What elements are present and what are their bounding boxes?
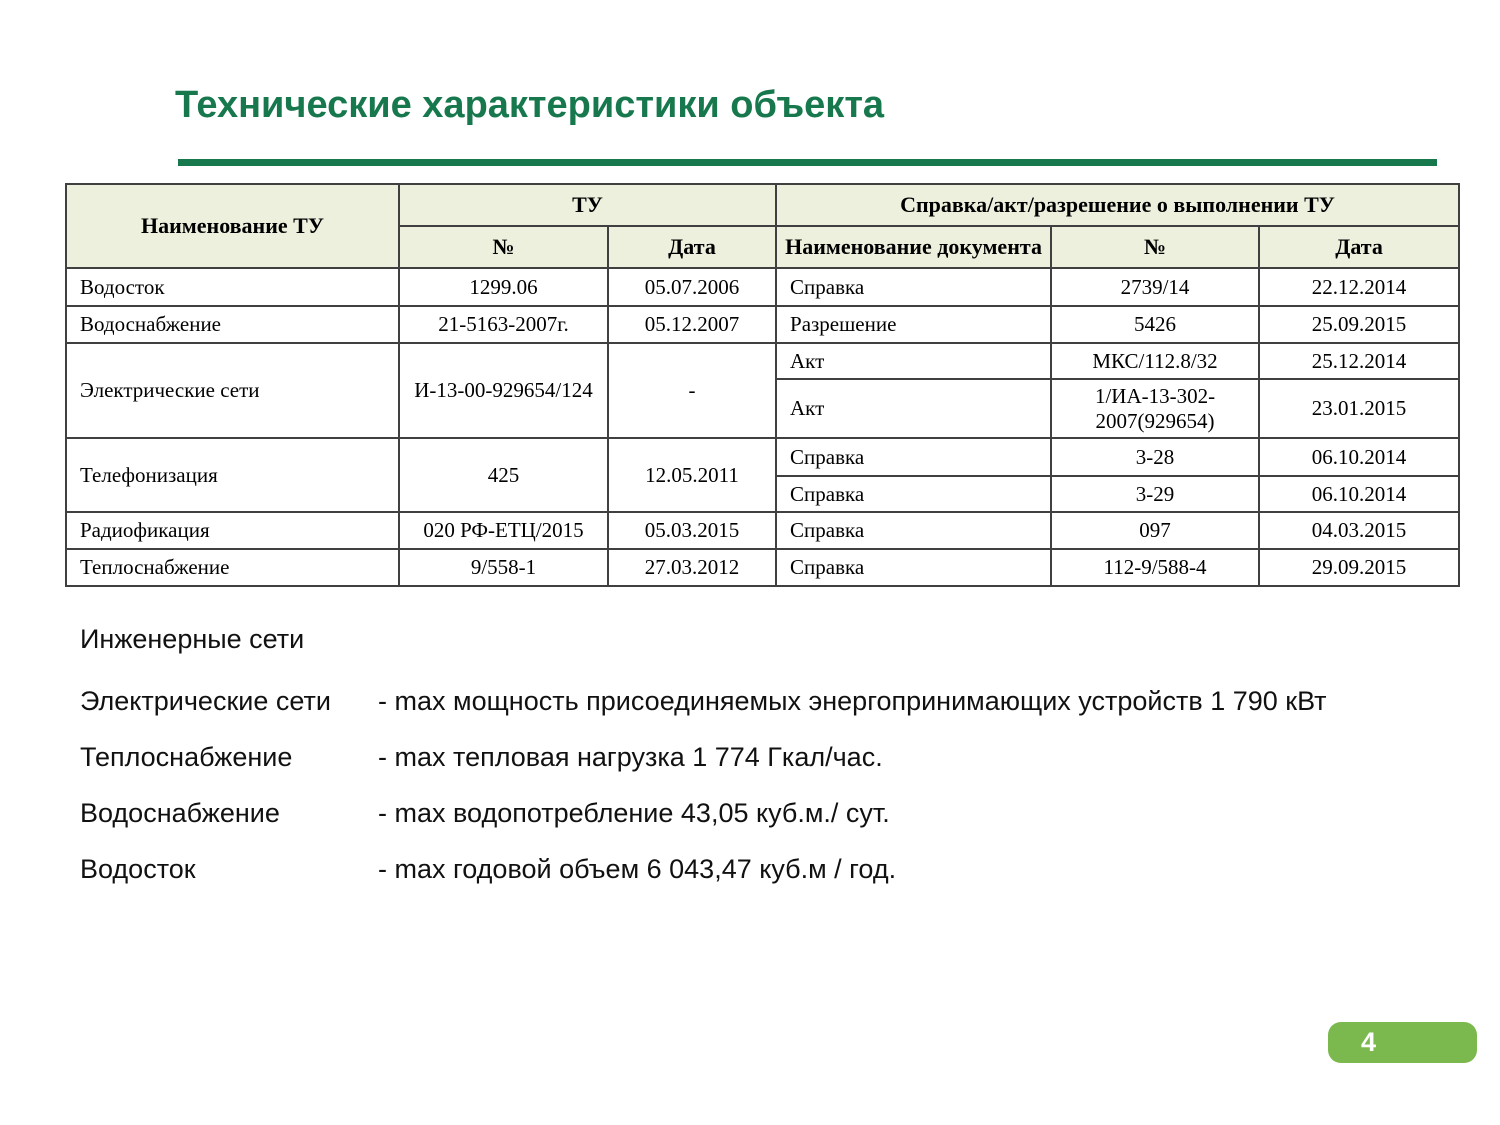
- table-cell: Водосток: [66, 268, 399, 306]
- table-cell: 3-28: [1051, 438, 1259, 476]
- table-header: [66, 184, 1459, 268]
- title-underline: [178, 159, 1437, 166]
- table-cell: Теплоснабжение: [66, 549, 399, 586]
- table-cell: -: [608, 343, 776, 438]
- note-row-heating: [80, 742, 1327, 773]
- table-cell: Электрические сети: [66, 343, 399, 438]
- note-row-electric: [80, 686, 1327, 717]
- table-cell: Справка: [776, 476, 1051, 512]
- table-cell: 425: [399, 438, 608, 512]
- table-cell: 1299.06: [399, 268, 608, 306]
- table-cell: 020 РФ-ЕТЦ/2015: [399, 512, 608, 549]
- table-cell: 06.10.2014: [1259, 476, 1459, 512]
- table-cell: Телефонизация: [66, 438, 399, 512]
- table-cell: 05.03.2015: [608, 512, 776, 549]
- note-label: Водосток: [80, 854, 196, 885]
- table-cell: 1/ИА-13-302-2007(929654): [1051, 379, 1259, 438]
- col-header-name-tu: Наименование ТУ: [66, 184, 399, 268]
- page-number-badge: [1328, 1022, 1477, 1063]
- table-cell: 29.09.2015: [1259, 549, 1459, 586]
- notes-block: [80, 624, 1327, 910]
- table-cell: Акт: [776, 379, 1051, 438]
- table-cell: 04.03.2015: [1259, 512, 1459, 549]
- table-cell: 05.12.2007: [608, 306, 776, 343]
- col-header-group-tu: ТУ: [399, 184, 776, 226]
- table-cell: 12.05.2011: [608, 438, 776, 512]
- table-cell: 2739/14: [1051, 268, 1259, 306]
- note-value: - max годовой объем 6 043,47 куб.м / год.: [378, 854, 897, 885]
- table-row: [66, 343, 1459, 379]
- table-cell: 21-5163-2007г.: [399, 306, 608, 343]
- table-cell: И-13-00-929654/124: [399, 343, 608, 438]
- table-cell: Акт: [776, 343, 1051, 379]
- table-cell: МКС/112.8/32: [1051, 343, 1259, 379]
- table-cell: 25.12.2014: [1259, 343, 1459, 379]
- table-cell: Справка: [776, 438, 1051, 476]
- page-title: Технические характеристики объекта: [175, 84, 885, 126]
- note-value: - max мощность присоединяемых энергопринимающих устройств 1 790 кВт: [378, 686, 1327, 716]
- note-value: - max водопотребление 43,05 куб.м./ сут.: [378, 798, 890, 829]
- table-cell: 9/558-1: [399, 549, 608, 586]
- table-cell: 097: [1051, 512, 1259, 549]
- table-row: [66, 438, 1459, 476]
- page-number: 4: [1361, 1027, 1377, 1057]
- col-header-group-doc: Справка/акт/разрешение о выполнении ТУ: [776, 184, 1459, 226]
- table-cell: 112-9/588-4: [1051, 549, 1259, 586]
- table-cell: 25.09.2015: [1259, 306, 1459, 343]
- table-row: [66, 549, 1459, 586]
- note-value: - max тепловая нагрузка 1 774 Гкал/час.: [378, 742, 883, 773]
- note-label: Теплоснабжение: [80, 742, 293, 773]
- table-cell: Справка: [776, 512, 1051, 549]
- table-cell: 05.07.2006: [608, 268, 776, 306]
- table-row: [66, 512, 1459, 549]
- col-header-tu-number: №: [399, 226, 608, 268]
- notes-heading: Инженерные сети: [80, 624, 305, 654]
- col-header-doc-date: Дата: [1259, 226, 1459, 268]
- tu-table: [65, 183, 1460, 587]
- table-cell: 27.03.2012: [608, 549, 776, 586]
- table-cell: 5426: [1051, 306, 1259, 343]
- table-cell: Справка: [776, 549, 1051, 586]
- table-cell: 22.12.2014: [1259, 268, 1459, 306]
- table-cell: Справка: [776, 268, 1051, 306]
- note-row-drainage: [80, 854, 1327, 885]
- table-cell: Разрешение: [776, 306, 1051, 343]
- col-header-doc-number: №: [1051, 226, 1259, 268]
- table-cell: 23.01.2015: [1259, 379, 1459, 438]
- table-row: [66, 268, 1459, 306]
- col-header-tu-date: Дата: [608, 226, 776, 268]
- table-cell: 06.10.2014: [1259, 438, 1459, 476]
- table-cell: Радиофикация: [66, 512, 399, 549]
- table-cell: Водоснабжение: [66, 306, 399, 343]
- note-label: Водоснабжение: [80, 798, 280, 829]
- note-row-water-supply: [80, 798, 1327, 829]
- table-header-row: [66, 184, 1459, 226]
- note-label: Электрические сети: [80, 686, 331, 716]
- table-body: [66, 268, 1459, 586]
- col-header-doc-name: Наименование документа: [776, 226, 1051, 268]
- table-row: [66, 306, 1459, 343]
- table-cell: 3-29: [1051, 476, 1259, 512]
